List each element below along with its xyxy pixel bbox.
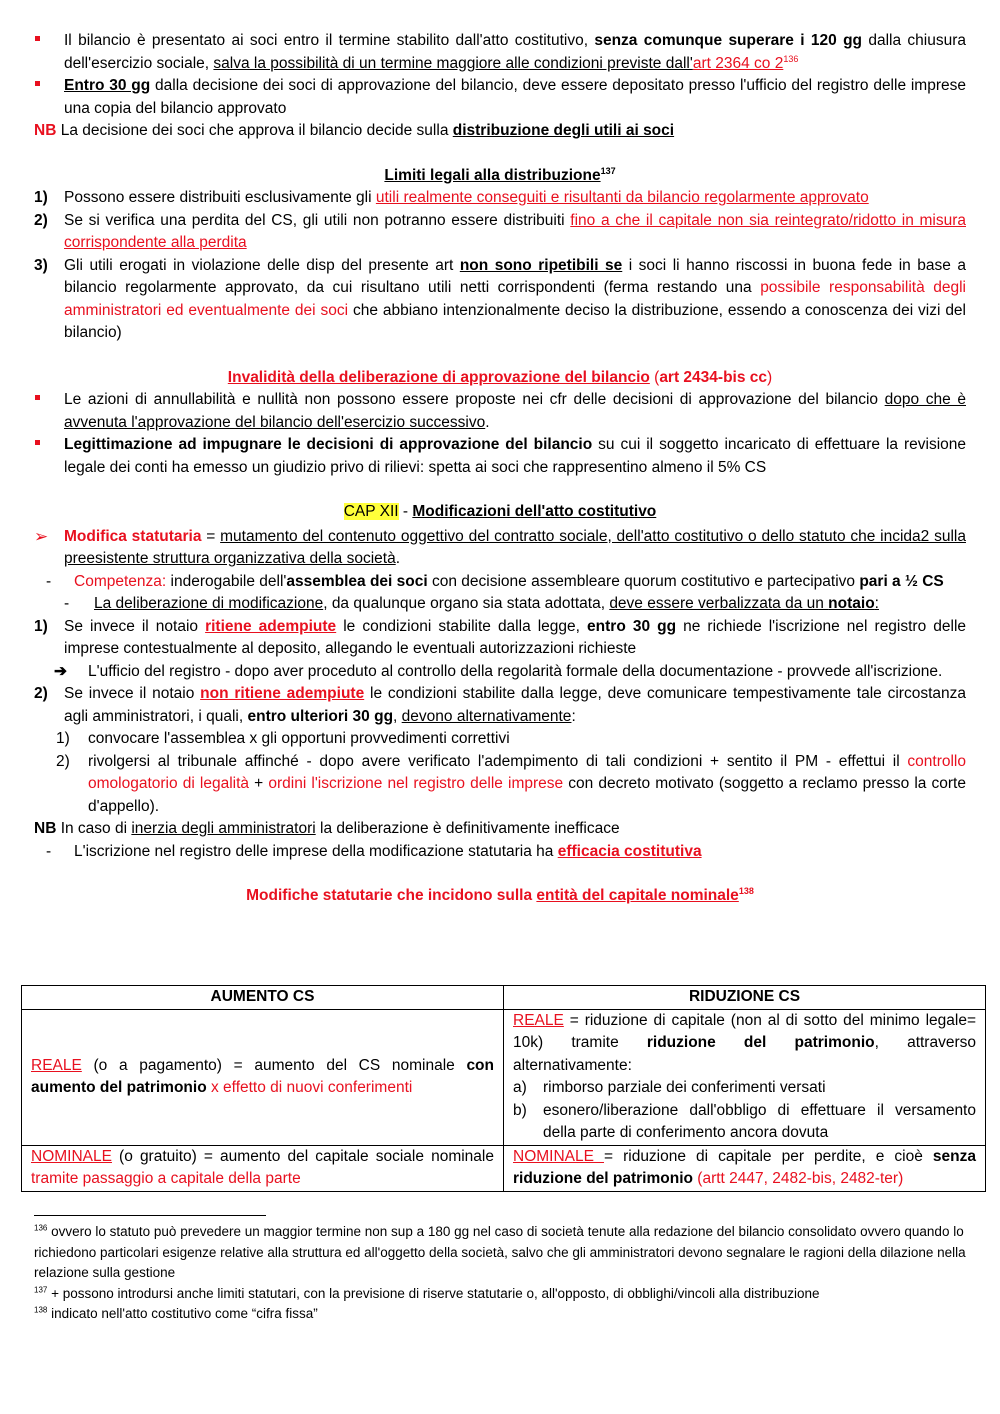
numbered-item: 2) Se invece il notaio non ritiene adempiute le condizioni stabilite dalla legge, deve comunicare tempestivamente tale circostanza agli amministratori, i quali, entro ulteriori 30 gg, devono alternativamente:	[34, 685, 966, 725]
table-row	[22, 1009, 986, 1145]
numbered-item: 3) Gli utili erogati in violazione delle disp del presente art non sono ripetibili se i soci li hanno riscossi in buona fede in base a bilancio regolarmente approvato, da cui risultano utili netti corrispondenti (ferma restando una possibile responsabilità degli amministratori ed eventualmente dei soci che abbiano intenzionalmente deciso la distribuzione, essendo a conoscenza dei vizi del bilancio)	[34, 256, 966, 341]
dash-item-competenza: - Competenza: inderogabile dell'assemblea dei soci con decisione assembleare quorum costitutivo e partecipativo pari a ½ CS	[34, 571, 966, 594]
bullet-bilancio-termine: Il bilancio è presentato ai soci entro il termine stabilito dall'atto costitutivo, senza comunque superare i 120 gg dalla chiusura dell'esercizio sociale, salva la possibilità di un termine maggiore alle condizioni previste dall'art 2364 co $2^{136}$	[34, 30, 966, 75]
footnote-136: $^{136}$ ovvero lo statuto può prevedere un maggior termine non sup a 180 gg nel caso di società tenute alla redazione del bilancio consolidato ovvero quando lo richiedono particolari esigenze relative alla struttura ed all'oggetto della società, salvo che gli amministratori devono segnalare le ragioni della dilazione nella relazione sulla gestione	[34, 1223, 966, 1280]
dash-bullet: -	[64, 595, 70, 612]
cell-riduzione-nominale: NOMINALE = riduzione di capitale per perdite, e cioè senza riduzione del patrimonio (artt 2447, 2482-bis, 2482-ter)	[504, 1145, 986, 1191]
arrow-item-modifica: ➢ Modifica statutaria = mutamento del contenuto oggettivo del contratto sociale, dell'atto costitutivo o dello statuto che incida2 sulla preesistente struttura organizzativa della società.	[34, 526, 966, 567]
numbered-item: 2) Se si verifica una perdita del CS, gli utili non potranno essere distribuiti fino a che il capitale non sia reintegrato/ridotto in misura corrispondente alla perdita	[34, 211, 966, 251]
sub-numbered-item: 1) convocare l'assemblea x gli opportuni provvedimenti correttivi	[56, 730, 510, 747]
arrowhead-icon: ➢	[34, 526, 49, 546]
art-link: art 2364 co 2	[692, 54, 784, 72]
footnote-ref: 136	[783, 53, 799, 64]
list-item: b) esonero/liberazione dall'obbligo di effettuare il versamento della parte di conferimento ancora dovuta	[513, 1101, 976, 1141]
arrow-subitem: ➔ L'ufficio del registro - dopo aver proceduto al controllo della regolarità formale della documentazione - provvede all'iscrizione.	[34, 661, 966, 684]
footnotes	[34, 1222, 966, 1325]
red-square-bullet-icon	[34, 30, 64, 53]
table-header-row	[22, 986, 986, 1010]
right-arrow-icon: ➔	[54, 662, 67, 680]
sub-numbered-item: 2) rivolgersi al tribunale affinché - dopo avere verificato l'adempimento di tali condizioni + sentito il PM - effettui il controllo omologatorio di legalità + ordini l'iscrizione nel registro delle imprese con decreto motivato (soggetto a reclamo presso la corte d'appello).	[56, 752, 966, 815]
nb-note: NB In caso di inerzia degli amministratori la deliberazione è definitivamente inefficace	[34, 820, 620, 837]
section-heading-invalidita: Invalidità della deliberazione di approvazione del bilancio (art 2434-bis cc)	[227, 368, 773, 386]
red-square-bullet-icon	[34, 434, 64, 457]
footnote-separator	[34, 1215, 266, 1216]
cell-aumento-nominale: NOMINALE (o gratuito) = aumento del capitale sociale nominale tramite passaggio a capitale della parte	[22, 1145, 504, 1191]
footnote-137: $^{137}$ + possono introdursi anche limiti statutari, con la previsione di riserve statutarie o, all'opposto, di obblighi/vincoli alla distribuzione	[34, 1285, 820, 1301]
nb-note: NB La decisione dei soci che approva il bilancio decide sulla distribuzione degli utili ai soci	[34, 122, 675, 139]
footnote-138: $^{138}$ indicato nell'atto costitutivo come “cifra fissa”	[34, 1305, 318, 1321]
dash-item-iscrizione: - L'iscrizione nel registro delle imprese della modificazione statutaria ha efficacia costitutiva	[34, 841, 966, 864]
section-heading-modifiche: Modifiche statutarie che incidono sulla entità del capitale nominale$^{138}$	[246, 885, 754, 904]
dash-bullet: -	[46, 842, 52, 860]
document-page	[34, 30, 966, 908]
dash-bullet: -	[46, 572, 52, 590]
numbered-item: 1) Se invece il notaio ritiene adempiute le condizioni stabilite dalla legge, entro 30 gg ne richiede l'iscrizione nel registro delle imprese contestualmente al deposito, allegando le eventuali autorizzazioni richieste	[34, 617, 967, 657]
red-square-bullet-icon	[34, 75, 64, 98]
numbered-item: 1) Possono essere distribuiti esclusivamente gli utili realmente conseguiti e risultanti da bilancio regolarmente approvato	[34, 189, 869, 206]
bullet-deposito: Entro 30 gg dalla decisione dei soci di approvazione del bilancio, deve essere depositato presso l'ufficio del registro delle imprese una copia del bilancio approvato	[34, 75, 966, 120]
section-heading-limiti: Limiti legali alla distribuzione$^{137}$	[384, 165, 616, 184]
bullet-azioni: Le azioni di annullabilità e nullità non possono essere proposte nei cfr delle decisioni di approvazione del bilancio dopo che è avvenuta l'approvazione del bilancio dell'esercizio successivo.	[34, 389, 966, 434]
bullet-legittimazione: Legittimazione ad impugnare le decisioni di approvazione del bilancio su cui il soggetto incaricato di effettuare la revisione legale dei conti ha emesso un giudizio privo di rilievi: spetta ai soci che rappresentino almeno il 5% CS	[34, 434, 966, 479]
column-header-aumento: AUMENTO CS	[22, 986, 504, 1010]
cell-aumento-reale: REALE (o a pagamento) = aumento del CS nominale con aumento del patrimonio x effetto di nuovi conferimenti	[22, 1009, 504, 1145]
dash-item-deliberazione: - La deliberazione di modificazione, da qualunque organo sia stata adottata, deve essere verbalizzata da un notaio:	[34, 593, 966, 616]
capital-table	[21, 985, 986, 1192]
red-square-bullet-icon	[34, 389, 64, 412]
table-row	[22, 1145, 986, 1191]
list-item: a) rimborso parziale dei conferimenti versati	[513, 1079, 826, 1096]
cell-riduzione-reale: REALE = riduzione di capitale (non al di sotto del minimo legale= 10k) tramite riduzione del patrimonio, attraverso alternativamente: a) rimborso parziale dei conferimenti versati b) esonero/liberazione dall'obbligo di effettuare il versamento della parte di conferimento ancora dovuta	[504, 1009, 986, 1145]
chapter-heading: CAP XII - Modificazioni dell'atto costitutivo	[343, 503, 657, 520]
column-header-riduzione: RIDUZIONE CS	[504, 986, 986, 1010]
